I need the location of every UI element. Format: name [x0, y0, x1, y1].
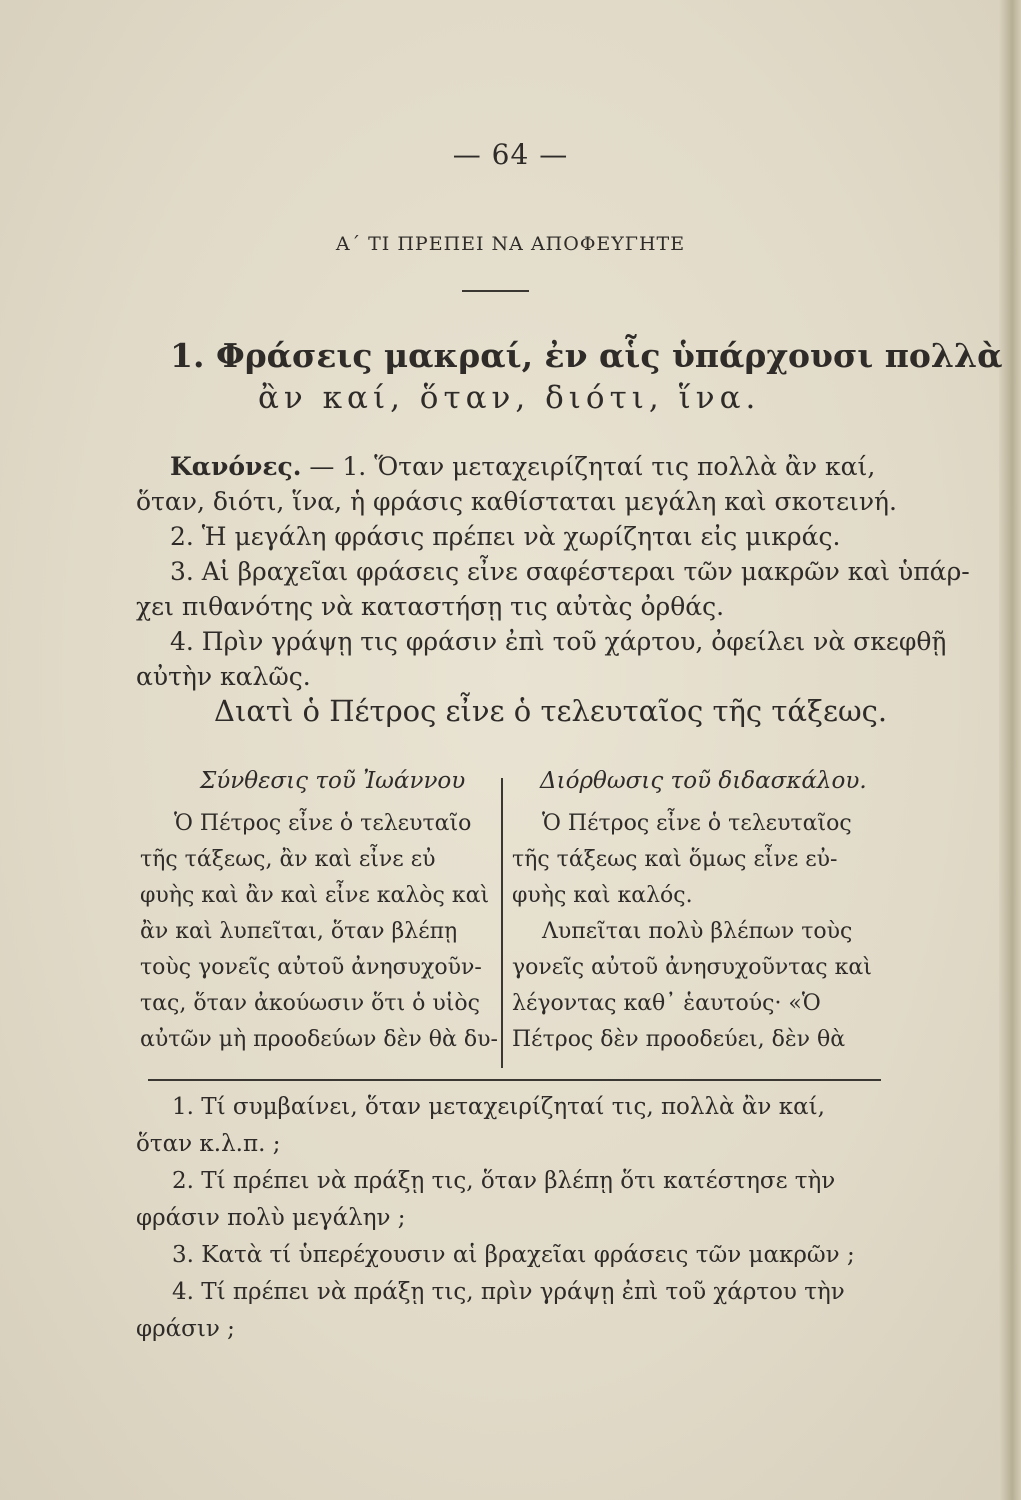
- list-item: γονεῖς αὐτοῦ ἀνησυχοῦντας καὶ: [512, 955, 872, 980]
- rules-line-6: 4. Πρὶν γράψῃ τις φράσιν ἐπὶ τοῦ χάρτου, ὀφείλει νὰ σκεφθῇ: [170, 627, 947, 656]
- question-2-line2: φράσιν πολὺ μεγάλην ;: [136, 1205, 406, 1231]
- left-column-heading: Σύνθεσις τοῦ Ἰωάννου: [200, 768, 466, 794]
- rules-line-5: χει πιθανότης νὰ καταστήσῃ τις αὐτὰς ὀρθάς.: [136, 592, 725, 621]
- list-item: τῆς τάξεως, ἂν καὶ εἶνε εὐ: [140, 847, 436, 872]
- example-sentence: Διατὶ ὁ Πέτρος εἶνε ὁ τελευταῖος τῆς τάξεως.: [214, 694, 888, 728]
- section-title-line2: ἂν καί, ὅταν, διότι, ἵνα.: [258, 380, 761, 416]
- left-column-text: [140, 806, 498, 1058]
- list-item: Λυπεῖται πολὺ βλέπων τοὺς: [542, 919, 853, 944]
- right-column-text: [512, 806, 877, 1058]
- rules-line-4: 3. Αἱ βραχεῖαι φράσεις εἶνε σαφέστεραι τῶν μακρῶν καὶ ὑπάρ-: [170, 557, 970, 586]
- list-item: αὐτῶν μὴ προοδεύων δὲν θὰ δυ-: [140, 1027, 498, 1052]
- list-item: λέγοντας καθ᾿ ἑαυτούς· «Ὁ: [512, 991, 821, 1016]
- rule-text: — 1. Ὅταν μεταχειρίζηταί τις πολλὰ ἂν καί,: [301, 452, 876, 481]
- question-4-line2: φράσιν ;: [136, 1316, 235, 1342]
- question-1-line2: ὅταν κ.λ.π. ;: [136, 1131, 281, 1157]
- rules-line-1: [170, 450, 875, 484]
- rules-label: Κανόνες.: [170, 452, 302, 481]
- rules-line-7: αὐτὴν καλῶς.: [136, 662, 311, 691]
- rules-line-3: 2. Ἡ μεγάλη φράσις πρέπει νὰ χωρίζηται εἰς μικράς.: [170, 522, 841, 551]
- questions-divider: [148, 1079, 881, 1081]
- chapter-title: Α΄ ΤΙ ΠΡΕΠΕΙ ΝΑ ΑΠΟΦΕΥΓΗΤΕ: [335, 233, 686, 255]
- question-4-line1: 4. Τί πρέπει νὰ πράξῃ τις, πρὶν γράψῃ ἐπὶ τοῦ χάρτου τὴν: [172, 1279, 845, 1305]
- list-item: Ὁ Πέτρος εἶνε ὁ τελευταῖο: [174, 811, 472, 836]
- question-2-line1: 2. Τί πρέπει νὰ πράξῃ τις, ὅταν βλέπῃ ὅτι κατέστησε τὴν: [172, 1168, 836, 1194]
- list-item: Ὁ Πέτρος εἶνε ὁ τελευταῖος: [542, 811, 852, 836]
- list-item: φυὴς καὶ καλός.: [512, 883, 693, 908]
- book-spine-edge: [999, 0, 1021, 1500]
- section-number: 1.: [170, 336, 205, 375]
- right-column-heading: Διόρθωσις τοῦ διδασκάλου.: [540, 768, 867, 794]
- list-item: φυὴς καὶ ἂν καὶ εἶνε καλὸς καὶ: [140, 883, 490, 908]
- question-1-line1: 1. Τί συμβαίνει, ὅταν μεταχειρίζηταί τις, πολλὰ ἂν καί,: [172, 1094, 825, 1120]
- section-heading-line1: [170, 336, 1003, 375]
- title-divider: [462, 290, 529, 292]
- page-number: — 64 —: [452, 138, 569, 171]
- rules-line-2: ὅταν, διότι, ἵνα, ἡ φράσις καθίσταται μεγάλη καὶ σκοτεινή.: [136, 487, 897, 516]
- section-title-line1: Φράσεις μακραί, ἐν αἷς ὑπάρχουσι πολλὰ: [215, 336, 1003, 375]
- question-3-line1: 3. Κατὰ τί ὑπερέχουσιν αἱ βραχεῖαι φράσεις τῶν μακρῶν ;: [172, 1242, 855, 1268]
- list-item: ἂν καὶ λυπεῖται, ὅταν βλέπῃ: [140, 919, 458, 944]
- list-item: τῆς τάξεως καὶ ὅμως εἶνε εὐ-: [512, 847, 838, 872]
- list-item: τοὺς γονεῖς αὐτοῦ ἀνησυχοῦν-: [140, 955, 482, 980]
- list-item: τας, ὅταν ἀκούωσιν ὅτι ὁ υἱὸς: [140, 991, 480, 1016]
- list-item: Πέτρος δὲν προοδεύει, δὲν θὰ: [512, 1027, 846, 1052]
- column-divider: [501, 778, 503, 1068]
